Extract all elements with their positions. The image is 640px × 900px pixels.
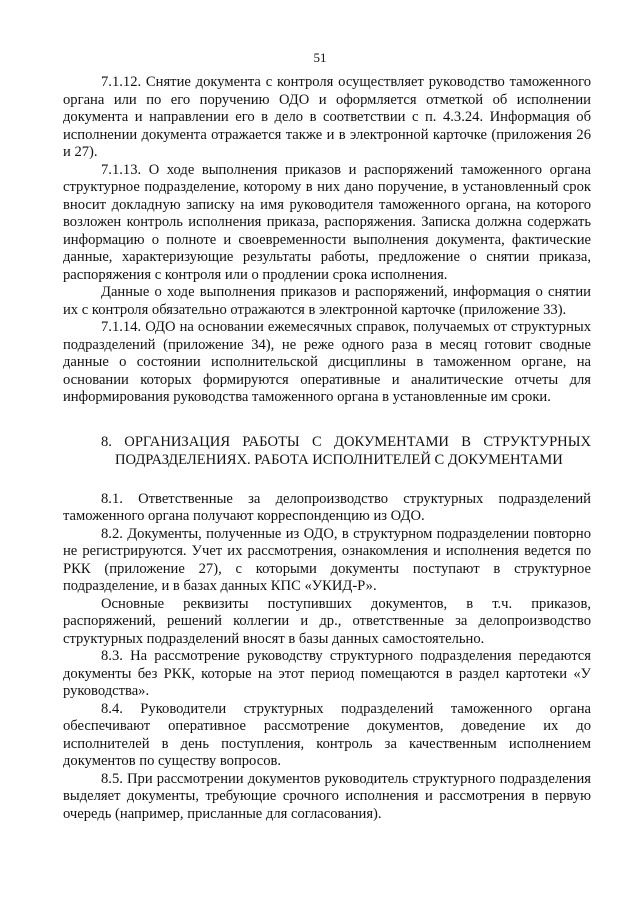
page-number: 51	[313, 50, 327, 65]
paragraph-8-2: 8.2. Документы, полученные из ОДО, в структурном подразделении повторно не регистрируются. Учет их рассмотрения, ознакомления и исполнения ведется по РКК (приложение 27), с которыми документы поступают в структурное подразделение, и в базах данных КПС «УКИД-Р».	[63, 525, 591, 594]
paragraph-7-1-12: 7.1.12. Снятие документа с контроля осуществляет руководство таможенного органа или по его поручению ОДО и оформляется отметкой об исполнении документа и направлении его в дело в соответствии с п. 4.3.24. Информация об исполнении документа отражается также и в электронной карточке (приложения 26 и 27).	[63, 74, 591, 160]
paragraph-8-1: 8.1. Ответственные за делопроизводство структурных подразделений таможенного органа получают корреспонденцию из ОДО.	[63, 490, 591, 524]
paragraph-8-5: 8.5. При рассмотрении документов руководитель структурного подразделения выделяет документы, требующие срочного исполнения и рассмотрения в первую очередь (например, присланные для согласования).	[63, 770, 591, 822]
paragraph-requisites: Основные реквизиты поступивших документов, в т.ч. приказов, распоряжений, решений коллегии и др., ответственные за делопроизводство структурных подразделений вносят в базы данных самостоятельно.	[63, 595, 591, 647]
paragraph-control-data: Данные о ходе выполнения приказов и распоряжений, информация о снятии их с контроля обязательно отражаются в электронной карточке (приложение 33).	[63, 284, 591, 318]
section-heading	[63, 433, 591, 469]
page-body	[63, 74, 591, 823]
paragraph-8-4: 8.4. Руководители структурных подразделений таможенного органа обеспечивают оперативное рассмотрение документов, доведение их до исполнителей в день поступления, контроль за качественным исполнением документов по существу вопросов.	[63, 700, 591, 769]
paragraph-8-3: 8.3. На рассмотрение руководству структурного подразделения передаются документы без РКК, которые на этот период помещаются в раздел картотеки «У руководства».	[63, 648, 591, 699]
section-heading-line2: ПОДРАЗДЕЛЕНИЯХ. РАБОТА ИСПОЛНИТЕЛЕЙ С ДОКУМЕНТАМИ	[115, 451, 563, 468]
paragraph-7-1-13: 7.1.13. О ходе выполнения приказов и распоряжений таможенного органа структурное подразделение, которому в них дано поручение, в установленный срок вносит докладную записку на имя руководителя таможенного органа, на которого возложен контроль исполнения приказа, распоряжения. Записка должна содержать информацию о полноте и своевременности выполнения документа, фактические данные, характеризующие результаты работы, предложение о снятии приказа, распоряжения с контроля или о продлении срока исполнения.	[63, 161, 591, 283]
paragraph-7-1-14: 7.1.14. ОДО на основании ежемесячных справок, получаемых от структурных подразделений (приложение 34), не реже одного раза в месяц готовит сводные данные о состоянии исполнительской дисциплины в таможенном органе, на основании которых формируются оперативные и аналитические отчеты для информирования руководства таможенного органа в установленные им сроки.	[63, 319, 591, 405]
section-heading-line1: 8. ОРГАНИЗАЦИЯ РАБОТЫ С ДОКУМЕНТАМИ В СТРУКТУРНЫХ	[101, 433, 591, 450]
